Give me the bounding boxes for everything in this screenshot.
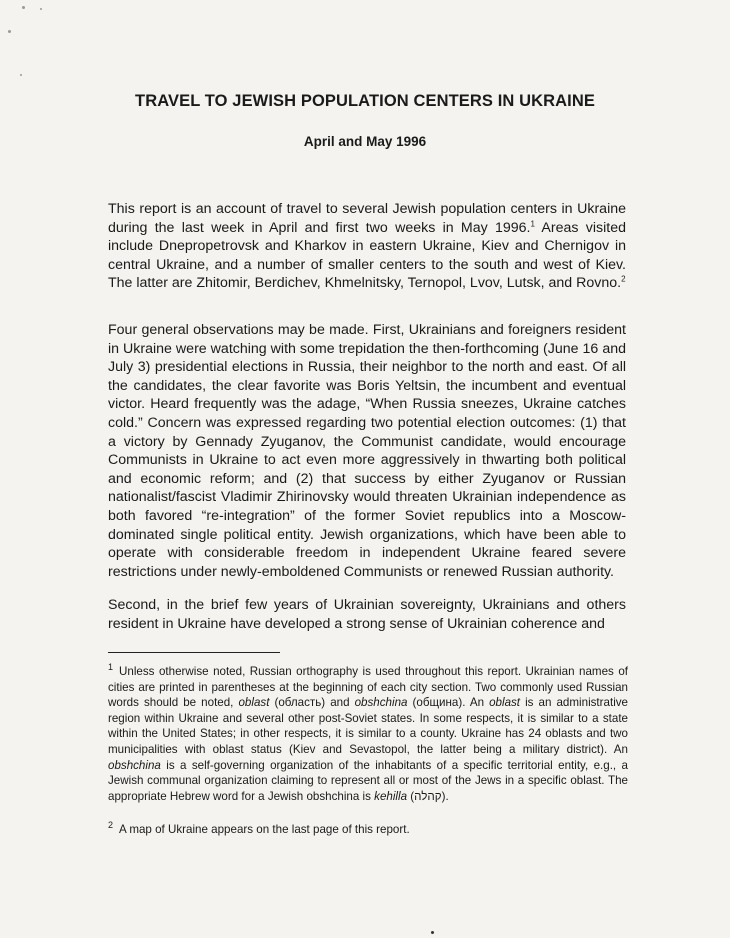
document-date: April and May 1996 bbox=[303, 134, 427, 149]
footnote-1-text-e: is a self-governing organization of the inhabitants of a specific territorial entity, e.g., a Jewish communal organization claiming to represent all or most of the Jews in a specific oblast. The appropriate Hebrew word for a Jewish obshchina is bbox=[108, 758, 628, 803]
footnote-1-text-b: (область) and bbox=[269, 696, 355, 710]
paragraph-intro-text: This report is an account of travel to several Jewish population centers in Ukraine during the last week in April and first two weeks in May 1996. bbox=[108, 201, 626, 236]
paragraph-intro bbox=[108, 200, 626, 293]
scan-speck bbox=[20, 74, 22, 76]
scan-speck bbox=[22, 6, 25, 9]
footnote-ref-2: 2 bbox=[621, 274, 626, 284]
footnote-2 bbox=[108, 822, 628, 838]
footnote-1-oblast-2: oblast bbox=[489, 696, 521, 710]
footnote-1-text-a: Unless otherwise noted, Russian orthography is used throughout this report. Ukrainian names of cities are printed in parentheses at the beginning of each city section. Two commonly used Russian words should be noted, bbox=[108, 665, 628, 710]
footnote-1-kehilla: kehilla bbox=[374, 789, 408, 803]
scan-speck bbox=[40, 8, 42, 10]
paragraph-intro-cont: Areas visited include Dnepropetrovsk and Kharkov in eastern Ukraine, Kiev and Chernigov in central Ukraine, and a number of smaller centers to the south and west of Kiev. The latter are Zhitomir, Berdichev, Khmelnitsky, Ternopol, Lvov, Lutsk, and Rovno. bbox=[108, 219, 626, 292]
footnote-1-oblast: oblast bbox=[238, 696, 270, 710]
footnote-divider bbox=[108, 652, 280, 653]
footnote-1-text-f: (קהלה). bbox=[407, 789, 449, 803]
footnote-2-mark: 2 bbox=[108, 820, 114, 831]
footnote-ref-1: 1 bbox=[530, 218, 535, 228]
footnote-1-mark: 1 bbox=[108, 662, 114, 673]
footnote-1-text-c: (община). An bbox=[407, 696, 490, 710]
footnote-2-text: A map of Ukraine appears on the last page of this report. bbox=[119, 823, 410, 836]
footnote-1-obshchina: obshchina bbox=[354, 696, 408, 710]
paragraph-observations: Four general observations may be made. First, Ukrainians and foreigners resident in Ukraine were watching with some trepidation the then-forthcoming (June 16 and July 3) presidential elections in Russia, their neighbor to the north and east. Of all the candidates, the clear favorite was Boris Yeltsin, the incumbent and eventual victor. Heard frequently was the adage, “When Russia sneezes, Ukraine catches cold.” Concern was expressed regarding two potential election outcomes: (1) that a victory by Gennady Zyuganov, the Communist candidate, would encourage Communists in Ukraine to act even more aggressively in thwarting both political and economic reform; and (2) that success by either Zyuganov or Russian nationalist/fascist Vladimir Zhirinovsky would threaten Ukrainian independence as both favored “re-integration” of the former Soviet republics into a Moscow-dominated single political entity. Jewish organizations, which have been able to operate with considerable freedom in independent Ukraine feared severe restrictions under newly-emboldened Communists or renewed Russian authority. bbox=[108, 322, 626, 580]
paragraph-sovereignty: Second, in the brief few years of Ukrainian sovereignty, Ukrainians and others resident in Ukraine have developed a strong sense of Ukrainian coherence and bbox=[108, 597, 626, 632]
footnote-1-text-d: is an administrative region within Ukraine and several other post-Soviet states. In some respects, it is similar to a state within the United States; in other respects, it is similar to a county. Ukraine has 24 oblasts and two municipalities with oblast status (Kiev and Sevastopol, the latter being a military district). An bbox=[108, 696, 629, 756]
page-mark-dot bbox=[431, 931, 434, 934]
scan-speck bbox=[8, 30, 11, 33]
footnote-1 bbox=[108, 664, 628, 804]
footnote-1-obshchina-2: obshchina bbox=[108, 758, 161, 772]
document-title: TRAVEL TO JEWISH POPULATION CENTERS IN UKRAINE bbox=[135, 92, 595, 110]
